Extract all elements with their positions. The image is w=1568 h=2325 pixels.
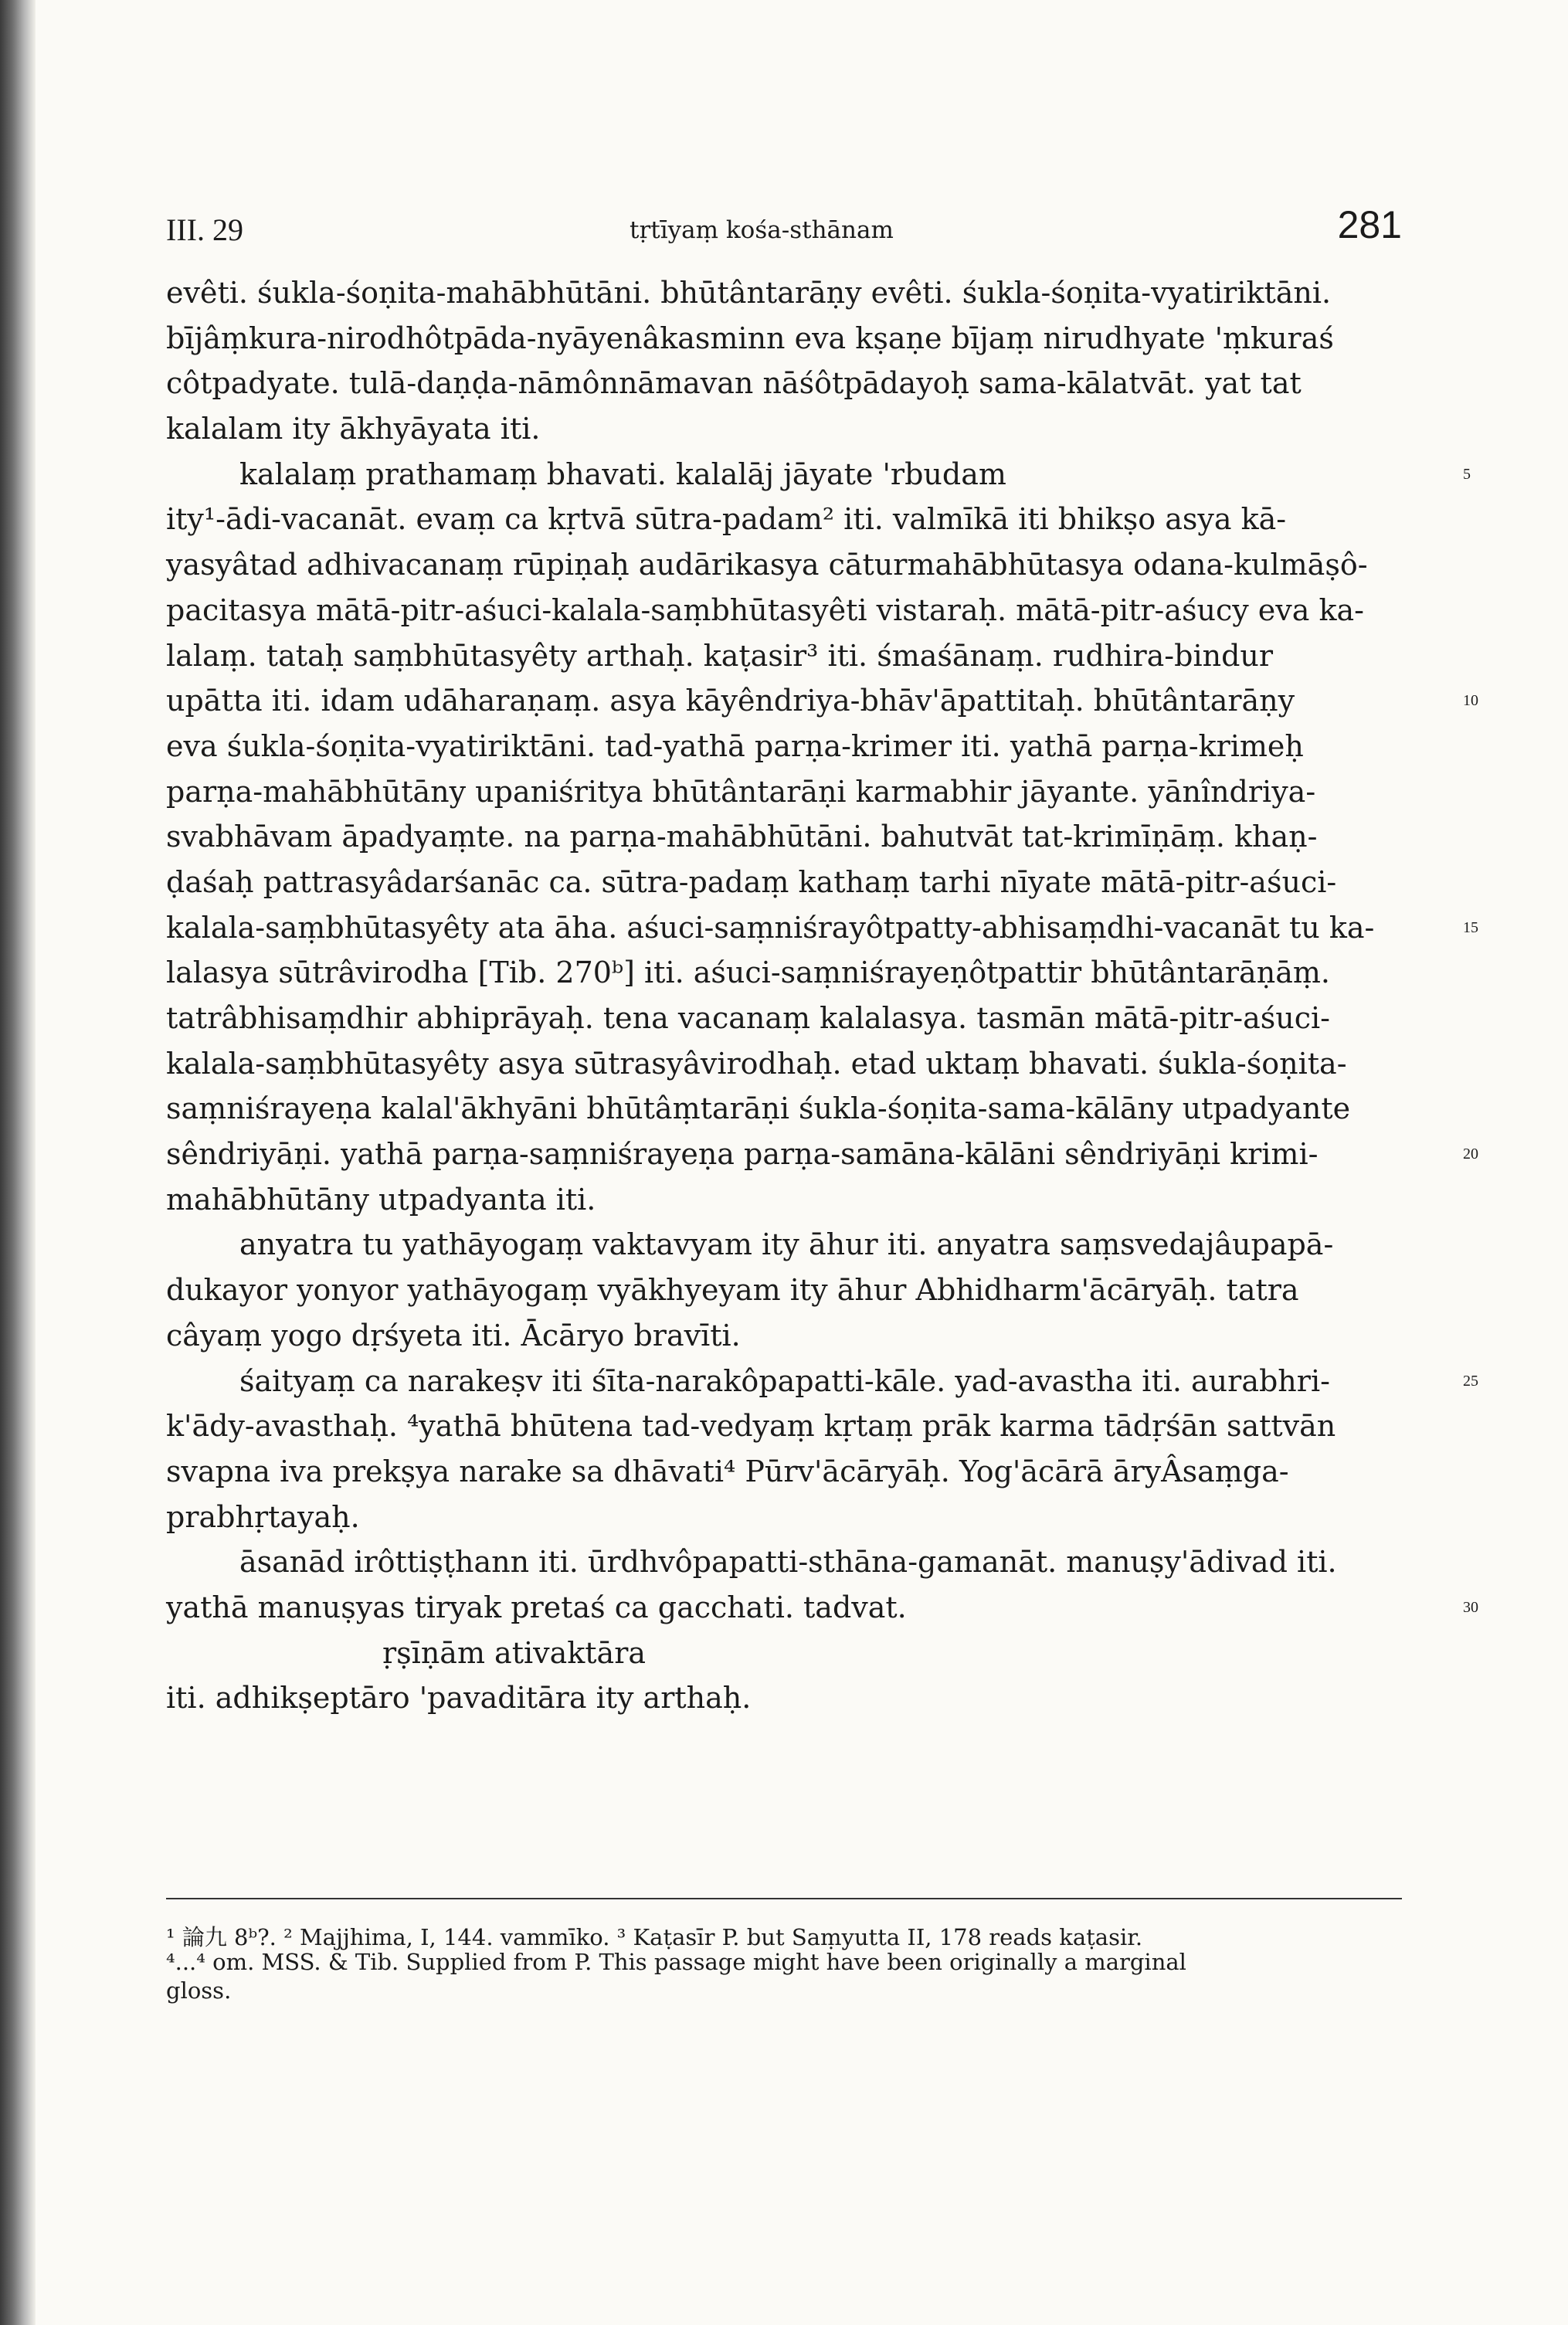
text-line: iti. adhikṣeptāro 'pavaditāra ity arthaḥ. [166,1681,752,1716]
text-line: śaityaṃ ca narakeṣv iti śīta-narakôpapatti-kāle. yad-avastha iti. aurabhri- 25 [166,1359,1402,1404]
line-number: 5 [1463,465,1471,483]
text-line: câyaṃ yogo dṛśyeta iti. Ācāryo bravīti. [166,1318,741,1353]
text-line: parṇa-mahābhūtāny upaniśritya bhūtântarāṇi karmabhir jāyante. yānîndriya- [166,774,1316,809]
line-number: 30 [1463,1598,1478,1616]
text-line: āsanād irôttiṣṭhann iti. ūrdhvôpapatti-sthāna-gamanāt. manuṣy'ādivad iti. [239,1545,1337,1580]
text-line: kalala-saṃbhūtasyêty ata āha. aśuci-saṃniśrayôtpatty-abhisaṃdhi-vacanāt tu ka- 15 [166,905,1402,951]
text-line: upātta iti. idam udāharaṇaṃ. asya kāyêndriya-bhāv'āpattitaḥ. bhūtântarāṇy 10 [166,678,1402,724]
text-line: evêti. śukla-śoṇita-mahābhūtāni. bhūtântarāṇy evêti. śukla-śoṇita-vyatiriktāni. [166,276,1332,310]
text-line: pacitasya mātā-pitr-aśuci-kalala-saṃbhūtasyêti vistaraḥ. mātā-pitr-aśucy eva ka- [166,592,1365,627]
footnote: ¹ 論九 8ᵇ?. ² Majjhima, I, 144. vammīko. ³ Kaṭasīr P. but Saṃyutta II, 178 reads kaṭasir. [166,1924,1143,1950]
book-spine-shadow [0,0,36,2325]
text-line: k'ādy-avasthaḥ. ⁴yathā bhūtena tad-vedyaṃ kṛtaṃ prāk karma tādṛśān sattvān [166,1409,1336,1444]
text-line: lalaṃ. tataḥ saṃbhūtasyêty arthaḥ. kaṭasir³ iti. śmaśānaṃ. rudhira-bindur [166,638,1274,673]
section-reference: III. 29 [166,212,243,247]
text-line: svapna iva prekṣya narake sa dhāvati⁴ Pūrv'ācāryāḥ. Yog'ācārā āryÂsaṃga- [166,1454,1289,1488]
main-text [166,270,1478,1721]
text-line: tatrâbhisaṃdhir abhiprāyaḥ. tena vacanaṃ kalalasya. tasmān mātā-pitr-aśuci- [166,1001,1330,1035]
text-line: yasyâtad adhivacanaṃ rūpiṇaḥ audārikasya cāturmahābhūtasya odana-kulmāṣô- [166,548,1368,582]
text-line: kalala-saṃbhūtasyêty asya sūtrasyâvirodhaḥ. etad uktaṃ bhavati. śukla-śoṇita- [166,1046,1347,1081]
running-title: tṛtīyaṃ kośa-sthānam [630,216,894,244]
text-line: yathā manuṣyas tiryak pretaś ca gacchati. tadvat. 30 [166,1585,1402,1631]
line-number: 10 [1463,692,1478,710]
text-line: sêndriyāṇi. yathā parṇa-saṃniśrayeṇa parṇa-samāna-kālāni sêndriyāṇi krimi- 20 [166,1132,1402,1177]
line-number: 25 [1463,1372,1478,1390]
line-number: 15 [1463,918,1478,936]
text-line: ḍaśaḥ pattrasyâdarśanāc ca. sūtra-padaṃ kathaṃ tarhi nīyate mātā-pitr-aśuci- [166,864,1337,899]
line-number: 20 [1463,1146,1478,1163]
text-line: dukayor yonyor yathāyogaṃ vyākhyeyam ity āhur Abhidharm'ācāryāḥ. tatra [166,1273,1299,1308]
verse-line: ṛṣīṇām ativaktāra [382,1635,647,1670]
text-line: ity¹-ādi-vacanāt. evaṃ ca kṛtvā sūtra-padam² iti. valmīkā iti bhikṣo asya kā- [166,502,1287,537]
page-header [166,202,1402,249]
footnote: gloss. [166,1977,232,2004]
footnote: ⁴...⁴ om. MSS. & Tib. Supplied from P. This passage might have been originally a marginal [166,1949,1186,1975]
text-line: bījâṃkura-nirodhôtpāda-nyāyenâkasminn eva kṣaṇe bījaṃ nirudhyate 'ṃkuraś [166,321,1334,355]
text-line: côtpadyate. tulā-daṇḍa-nāmônnāmavan nāśôtpādayoḥ sama-kālatvāt. yat tat [166,366,1302,401]
text-line: svabhāvam āpadyaṃte. na parṇa-mahābhūtāni. bahutvāt tat-krimīṇāṃ. khaṇ- [166,820,1318,854]
page-number: 281 [1337,203,1402,246]
text-line: eva śukla-śoṇita-vyatiriktāni. tad-yathā parṇa-krimer iti. yathā parṇa-krimeḥ [166,728,1304,763]
text-line: prabhṛtayaḥ. [166,1499,360,1534]
text-line: anyatra tu yathāyogaṃ vaktavyam ity āhur iti. anyatra saṃsvedajâupapā- [239,1227,1334,1262]
text-line: mahābhūtāny utpadyanta iti. [166,1182,596,1217]
text-line: saṃniśrayeṇa kalal'ākhyāni bhūtâṃtarāṇi śukla-śoṇita-sama-kālāny utpadyante [166,1091,1351,1126]
verse-line: kalalaṃ prathamaṃ bhavati. kalalāj jāyate 'rbudam 5 [166,452,1402,497]
text-line: lalasya sūtrâvirodha [Tib. 270ᵇ] iti. aśuci-saṃniśrayeṇôtpattir bhūtântarāṇāṃ. [166,955,1330,990]
text-line: kalalam ity ākhyāyata iti. [166,412,541,446]
footnote-rule [166,1898,1402,1899]
